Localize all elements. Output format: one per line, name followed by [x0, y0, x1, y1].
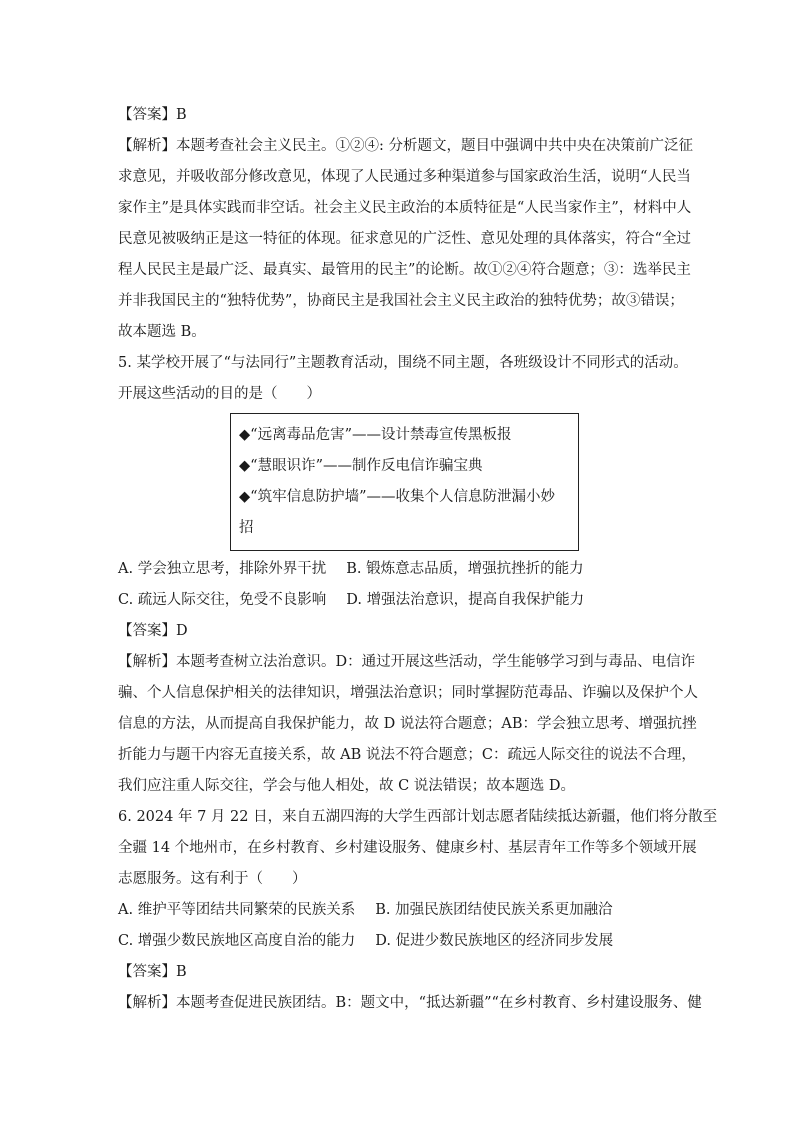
answer-label: 【答案】D: [118, 623, 188, 639]
activity-item: ◆“远离毒品危害”——设计禁毒宣传黑板报: [239, 427, 512, 443]
question-stem: 5. 某学校开展了“与法同行”主题教育活动，围绕不同主题，各班级设计不同形式的活动。: [118, 355, 688, 371]
analysis-line: 骗、个人信息保护相关的法律知识，增强法治意识；同时掌握防范毒品、诈骗以及保护个人: [118, 685, 698, 701]
answer-label: 【答案】B: [118, 107, 187, 123]
option-b: B. 加强民族团结使民族关系更加融洽: [375, 902, 613, 918]
question-stem: 开展这些活动的目的是（ ）: [118, 386, 321, 402]
activity-item: ◆“慧眼识诈”——制作反电信诈骗宝典: [239, 458, 483, 474]
analysis-line: 【解析】本题考查树立法治意识。D：通过开展这些活动，学生能够学习到与毒品、电信诈: [118, 654, 696, 670]
analysis-line: 信息的方法，从而提高自我保护能力，故 D 说法符合题意；AB：学会独立思考、增强抗挫: [118, 716, 697, 732]
analysis-line: 家作主”是具体实践而非空话。社会主义民主政治的本质特征是“人民当家作主”，材料中人: [118, 200, 692, 216]
option-d: D. 增强法治意识，提高自我保护能力: [346, 592, 585, 608]
analysis-line: 求意见，并吸收部分修改意见，体现了人民通过多种渠道参与国家政治生活，说明“人民当: [118, 169, 691, 185]
analysis-line: 程人民民主是最广泛、最真实、最管用的民主”的论断。故①②④符合题意；③：选举民主: [118, 262, 691, 278]
analysis-line: 我们应注重人际交往，学会与他人相处，故 C 说法错误；故本题选 D。: [118, 778, 576, 794]
question-stem: 志愿服务。这有利于（ ）: [118, 871, 307, 887]
options-row: [118, 926, 682, 957]
option-a: A. 学会独立思考，排除外界干扰: [118, 561, 327, 577]
option-d: D. 促进少数民族地区的经济同步发展: [375, 933, 614, 949]
activity-box: [230, 413, 579, 551]
activity-item: ◆“筑牢信息防护墙”——收集个人信息防泄漏小妙: [239, 489, 555, 505]
analysis-line: 折能力与题干内容无直接关系，故 AB 说法不符合题意；C：疏远人际交往的说法不合理，: [118, 747, 696, 763]
option-c: C. 增强少数民族地区高度自治的能力: [118, 933, 356, 949]
option-c: C. 疏远人际交往，免受不良影响: [118, 592, 327, 608]
analysis-line: 民意见被吸纳正是这一特征的体现。征求意见的广泛性、意见处理的具体落实，符合“全过: [118, 231, 691, 247]
activity-item: 招: [239, 520, 254, 536]
analysis-line: 并非我国民主的“独特优势”，协商民主是我国社会主义民主政治的独特优势；故③错误；: [118, 293, 684, 309]
options-row: [118, 895, 682, 926]
answer-label: 【答案】B: [118, 964, 187, 980]
analysis-line: 【解析】本题考查促进民族团结。B：题文中，“抵达新疆”“在乡村教育、乡村建设服务、健: [118, 995, 702, 1011]
document-page: [118, 100, 718, 1019]
option-a: A. 维护平等团结共同繁荣的民族关系: [118, 902, 356, 918]
question-stem: 全疆 14 个地州市，在乡村教育、乡村建设服务、健康乡村、基层青年工作等多个领域开展: [118, 840, 697, 856]
question-5: [118, 348, 698, 802]
question-stem: 6. 2024 年 7 月 22 日，来自五湖四海的大学生西部计划志愿者陆续抵达新疆，他们将分散至: [118, 809, 718, 825]
question-6: [118, 802, 718, 1019]
analysis-block: [118, 131, 693, 348]
option-b: B. 锻炼意志品质，增强抗挫折的能力: [346, 561, 584, 577]
options-row: [118, 554, 682, 585]
analysis-line: 故本题选 B。: [118, 324, 206, 340]
analysis-line: 【解析】本题考查社会主义民主。①②④: 分析题文，题目中强调中共中央在决策前广泛征: [118, 138, 693, 154]
options-row: [118, 585, 682, 616]
